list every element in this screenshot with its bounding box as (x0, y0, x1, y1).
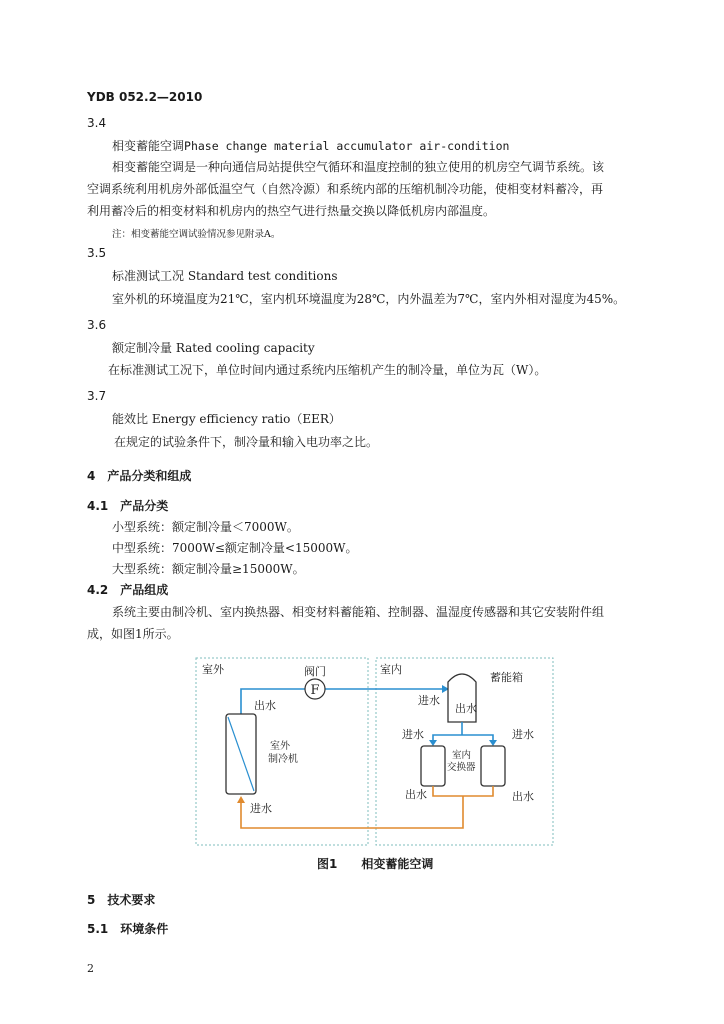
section-heading-5-1: 5.1 环境条件 (87, 922, 169, 936)
section-heading-4-1: 4.1 产品分类 (87, 499, 169, 513)
indoor-exchanger-left (421, 746, 445, 786)
indoor-label: 室内 (380, 663, 402, 676)
term-3-7: 能效比 Energy efficiency ratio（EER） (112, 412, 341, 426)
hx-left-outlet-label: 出水 (405, 788, 427, 801)
definition-3-4-line-1: 相变蓄能空调是一种向通信局站提供空气循环和温度控制的独立使用的机房空气调节系统。该 (112, 160, 605, 174)
distribution-pipe (433, 735, 493, 742)
section-number-3-4: 3.4 (87, 116, 107, 130)
valve-label: 阀门 (304, 665, 326, 678)
definition-3-6: 在标准测试工况下，单位时间内通过系统内压缩机产生的制冷量，单位为瓦（W）。 (108, 363, 547, 377)
hx-right-outlet-label: 出水 (512, 790, 534, 803)
section-number-3-7: 3.7 (87, 389, 107, 403)
valve-symbol: F (310, 683, 320, 698)
document-id-header: YDB 052.2—2010 (87, 90, 203, 104)
figure-1-caption: 图1 相变蓄能空调 (317, 857, 434, 871)
tank-outlet-label: 出水 (455, 702, 477, 715)
term-3-4 (112, 137, 509, 154)
section-number-3-5: 3.5 (87, 246, 107, 260)
outdoor-label: 室外 (202, 663, 224, 676)
hx-label-line-2: 交换器 (447, 762, 476, 773)
section-heading-5: 5 技术要求 (87, 893, 156, 907)
hx-left-inlet-label: 进水 (402, 728, 424, 741)
definition-3-4-line-2: 空调系统利用机房外部低温空气（自然冷源）和系统内部的压缩机制冷功能，使相变材料蓄冷，再 (87, 182, 604, 196)
term-3-4-en: Phase change material accumulator air-condition (184, 139, 510, 153)
note-3-4: 注：相变蓄能空调试验情况参见附录A。 (112, 229, 281, 240)
page-number: 2 (87, 962, 94, 975)
definition-3-4-line-3: 利用蓄冷后的相变材料和机房内的热空气进行热量交换以降低机房内部温度。 (87, 204, 496, 218)
term-3-4-cn: 相变蓄能空调 (112, 139, 185, 153)
tank-label: 蓄能箱 (490, 671, 523, 684)
classification-item-small: 小型系统：额定制冷量＜7000W。 (112, 520, 299, 534)
section-heading-4: 4 产品分类和组成 (87, 469, 192, 483)
term-3-6: 额定制冷量 Rated cooling capacity (112, 341, 315, 355)
term-3-5: 标准测试工况 Standard test conditions (112, 269, 338, 283)
indoor-exchanger-right (481, 746, 505, 786)
figure-1-diagram (190, 652, 562, 848)
hx-label-line-1: 室内 (452, 750, 472, 761)
classification-item-medium: 中型系统：7000W≤额定制冷量<15000W。 (112, 541, 358, 555)
hx-right-inlet-arrow (489, 740, 497, 746)
hx-left-inlet-arrow (429, 740, 437, 746)
composition-line-2: 成，如图1所示。 (87, 627, 179, 641)
return-pipe-to-chiller (241, 796, 463, 828)
composition-line-1: 系统主要由制冷机、室内换热器、相变材料蓄能箱、控制器、温湿度传感器和其它安装附件组 (112, 605, 605, 619)
definition-3-7: 在规定的试验条件下，制冷量和输入电功率之比。 (114, 435, 379, 449)
section-heading-4-2: 4.2 产品组成 (87, 583, 169, 597)
tank-inlet-label: 进水 (418, 694, 440, 707)
classification-item-large: 大型系统：额定制冷量≥15000W。 (112, 562, 305, 576)
section-number-3-6: 3.6 (87, 318, 107, 332)
chiller-label-line-1: 室外 (270, 741, 290, 752)
definition-3-5: 室外机的环境温度为21℃，室内机环境温度为28℃，内外温差为7℃，室内外相对湿度为45%。 (112, 292, 626, 306)
hx-right-inlet-label: 进水 (512, 728, 534, 741)
return-collector-pipe (433, 786, 493, 796)
chiller-inlet-arrow (237, 796, 245, 803)
chiller-label-line-2: 制冷机 (268, 754, 298, 765)
chiller-outlet-label: 出水 (254, 699, 276, 712)
chiller-inlet-label: 进水 (250, 802, 272, 815)
